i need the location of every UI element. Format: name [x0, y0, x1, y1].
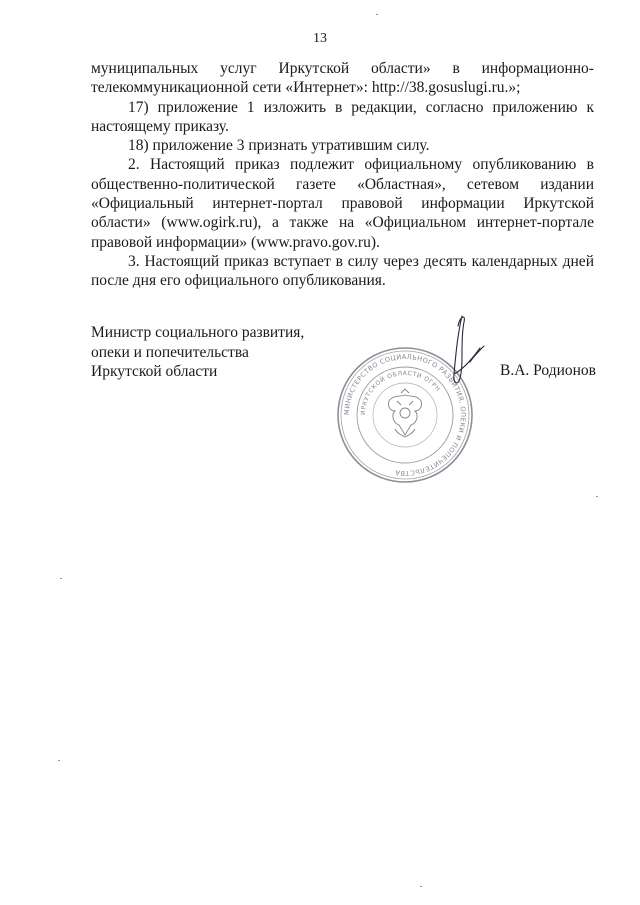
paragraph-item-17: 17) приложение 1 изложить в редакции, согласно приложению к настоящему приказу. — [91, 98, 594, 135]
page-number: 13 — [313, 31, 327, 46]
scan-speck — [376, 14, 378, 15]
signatory-title — [91, 323, 304, 382]
paragraph-continuation — [91, 59, 594, 98]
document-body — [91, 59, 594, 291]
seal-outer-text: МИНИСТЕРСТВО СОЦИАЛЬНОГО РАЗВИТИЯ, ОПЕКИ И ПОПЕЧИТЕЛЬСТВА — [342, 352, 468, 478]
word: муниципальных — [91, 60, 199, 77]
paragraph-item-18: 18) приложение 3 признать утратившим силу. — [128, 137, 430, 155]
scan-speck — [596, 496, 598, 497]
line-text: телекоммуникационной сети «Интернет»: http://38.gosuslugi.ru.»; — [91, 79, 521, 97]
signatory-title-line: Министр социального развития, — [91, 324, 305, 341]
word: области» — [371, 60, 431, 77]
signatory-title-line: опеки и попечительства — [91, 343, 249, 361]
paragraph-clause-2: 2. Настоящий приказ подлежит официальному опубликованию в общественно-политической газете «Областная», сетевом издании «Официальный интернет-портал правовой информации Иркутской области» (www.ogirk.ru), а также на «Официальном интернет-портале правовой информации» (www.pravo.gov.ru). — [91, 156, 594, 251]
scan-speck — [58, 760, 60, 761]
scan-speck — [420, 886, 422, 887]
paragraph-clause-3: 3. Настоящий приказ вступает в силу через десять календарных дней после дня его официального опубликования. — [91, 252, 594, 290]
signer-name: В.А. Родионов — [500, 362, 596, 379]
seal-inner-text: ИРКУТСКОЙ ОБЛАСТИ ОГРН — [359, 369, 442, 416]
word: информационно- — [481, 60, 594, 77]
word: Иркутской — [278, 60, 350, 77]
word: в — [452, 60, 460, 77]
word: услуг — [220, 60, 257, 77]
handwritten-signature — [440, 312, 490, 402]
coat-of-arms-icon — [388, 389, 421, 437]
scan-speck — [60, 578, 62, 579]
justified-line — [91, 59, 594, 78]
signatory-title-line: Иркутской области — [91, 363, 218, 380]
